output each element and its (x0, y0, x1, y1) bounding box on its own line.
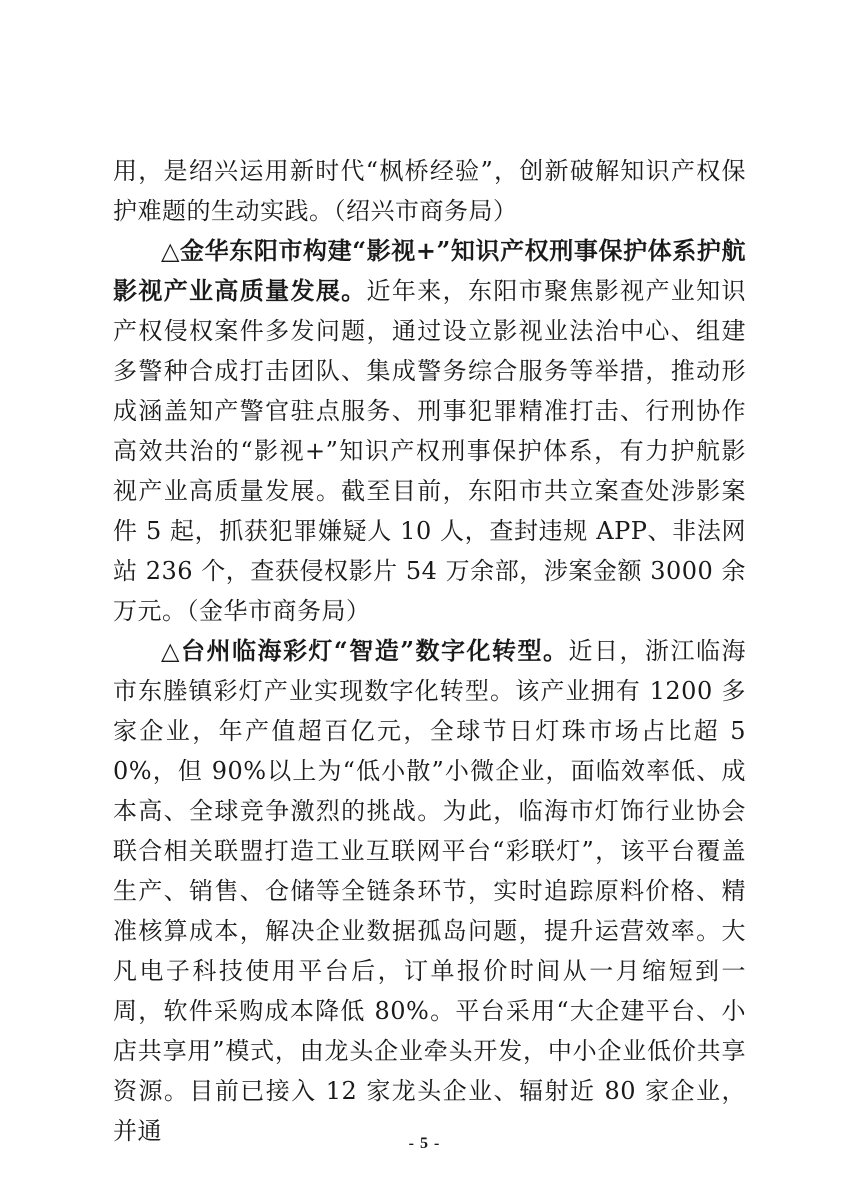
paragraph-dongyang (113, 231, 746, 631)
page-number: - 5 - (408, 1135, 441, 1152)
paragraph-continuation (113, 151, 746, 231)
document-body (113, 151, 746, 1151)
paragraph-text: 近年来，东阳市聚焦影视产业知识产权侵权案件多发问题，通过设立影视业法治中心、组建多警种合成打击团队、集成警务综合服务等举措，推动形成涵盖知产警官驻点服务、刑事犯罪精准打击、行刑协作高效共治的“影视+”知识产权刑事保护体系，有力护航影视产业高质量发展。截至目前，东阳市共立案查处涉影案件 5 起，抓获犯罪嫌疑人 10 人，查封违规 APP、非法网站 236 个，查获侵权影片 54 万余部，涉案金额 3000 余万元。（金华市商务局） (113, 277, 747, 625)
paragraph-headline: △台州临海彩灯“智造”数字化转型。 (161, 636, 569, 665)
paragraph-headline: △金华东阳市构建“影视+”知识产权刑事保护体系护航影视产业高质量发展。 (113, 236, 746, 305)
paragraph-text: 近日，浙江临海市东塍镇彩灯产业实现数字化转型。该产业拥有 1200 多家企业，年产值超百亿元，全球节日灯珠市场占比超 50%，但 90%以上为“低小散”小微企业，面临效率低、成本高、全球竞争激烈的挑战。为此，临海市灯饰行业协会联合相关联盟打造工业互联网平台“彩联灯”，该平台覆盖生产、销售、仓储等全链条环节，实时追踪原料价格、精准核算成本，解决企业数据孤岛问题，提升运营效率。大凡电子科技使用平台后，订单报价时间从一月缩短到一周，软件采购成本降低 80%。平台采用“大企建平台、小店共享用”模式，由龙头企业牵头开发，中小企业低价共享资源。目前已接入 12 家龙头企业、辐射近 80 家企业，并通 (113, 637, 746, 1145)
paragraph-text: 用，是绍兴运用新时代“枫桥经验”，创新破解知识产权保护难题的生动实践。（绍兴市商务局） (113, 157, 746, 225)
paragraph-linhai (113, 631, 746, 1151)
